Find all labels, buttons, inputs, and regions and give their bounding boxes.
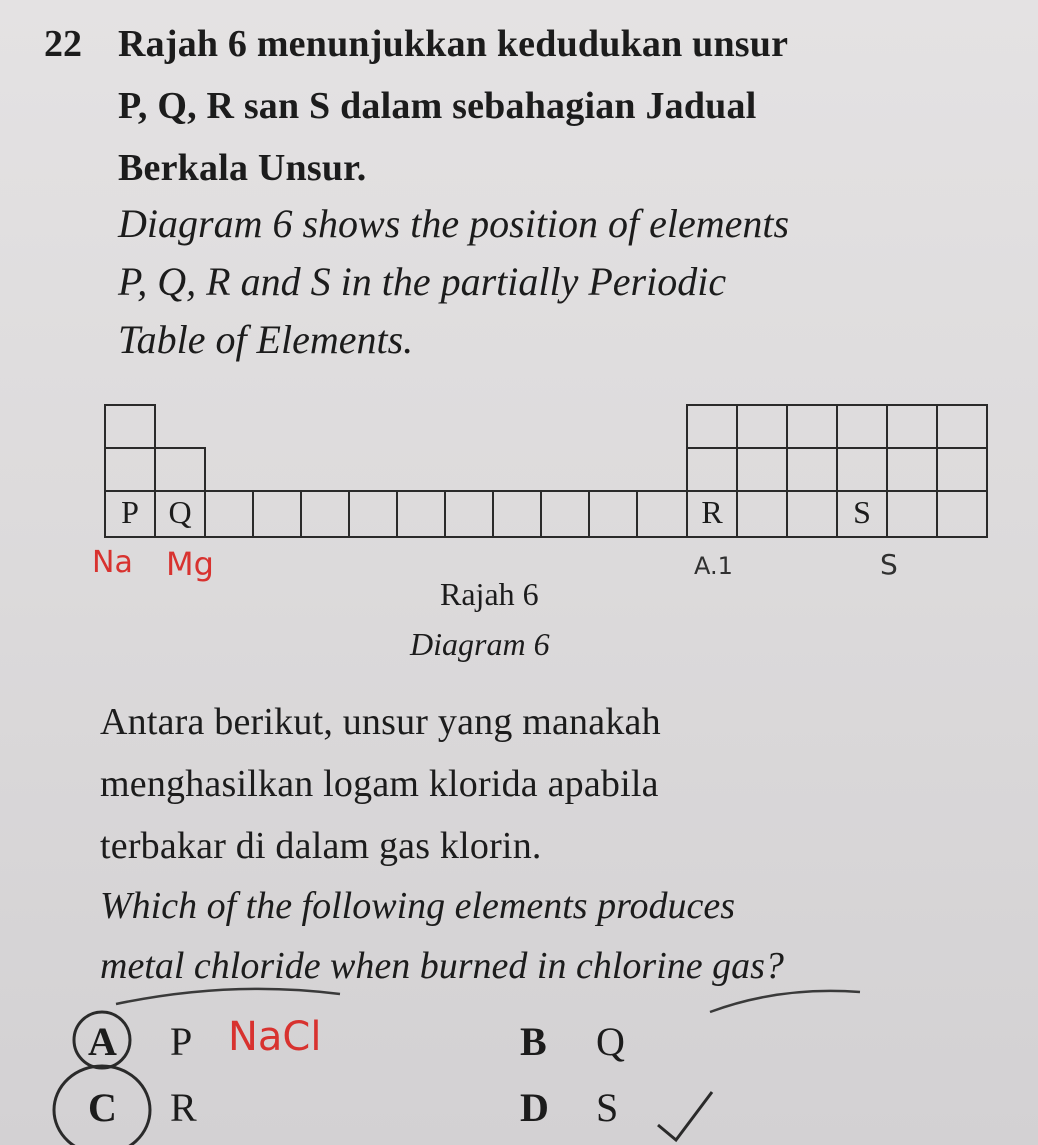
- option-c-text[interactable]: R: [170, 1085, 197, 1130]
- handwritten-na: Na: [92, 545, 133, 580]
- prompt-english-line-1: Which of the following elements produces: [100, 885, 735, 927]
- question-malay-line-1: Rajah 6 menunjukkan kedudukan unsur: [118, 23, 789, 65]
- option-b-letter[interactable]: B: [520, 1019, 547, 1064]
- element-label-q: Q: [168, 494, 192, 530]
- handwritten-r-group: A.1: [694, 552, 733, 580]
- option-d-text[interactable]: S: [596, 1085, 619, 1130]
- handwritten-mg: Mg: [166, 545, 214, 583]
- question-english-line-3: Table of Elements.: [118, 317, 414, 362]
- option-c-letter[interactable]: C: [88, 1085, 117, 1130]
- option-a-letter[interactable]: A: [88, 1019, 117, 1064]
- element-label-p: P: [121, 494, 139, 530]
- question-malay-line-2: P, Q, R san S dalam sebahagian Jadual: [118, 85, 757, 127]
- option-b-text[interactable]: Q: [596, 1019, 625, 1064]
- check-mark-icon: [658, 1092, 712, 1140]
- handwritten-s-note: S: [880, 548, 898, 581]
- prompt-malay-line-3: terbakar di dalam gas klorin.: [100, 825, 542, 867]
- element-label-r: R: [701, 494, 723, 530]
- prompt-malay-line-1: Antara berikut, unsur yang manakah: [100, 701, 661, 743]
- question-number: 22: [44, 23, 82, 65]
- diagram-caption-malay: Rajah 6: [440, 576, 539, 612]
- prompt-english-line-2: metal chloride when burned in chlorine gas?: [100, 945, 784, 987]
- question-malay-line-3: Berkala Unsur.: [118, 147, 367, 189]
- prompt-malay-line-2: menghasilkan logam klorida apabila: [100, 763, 659, 805]
- underline-stroke: [116, 989, 340, 1004]
- diagram-caption-english: Diagram 6: [410, 626, 550, 662]
- option-d-letter[interactable]: D: [520, 1085, 549, 1130]
- underline-stroke: [710, 991, 860, 1012]
- handwritten-answer-note: NaCl: [228, 1014, 322, 1060]
- question-english-line-1: Diagram 6 shows the position of elements: [118, 201, 790, 246]
- question-english-line-2: P, Q, R and S in the partially Periodic: [118, 259, 727, 304]
- option-a-text[interactable]: P: [170, 1019, 193, 1064]
- element-label-s: S: [853, 494, 871, 530]
